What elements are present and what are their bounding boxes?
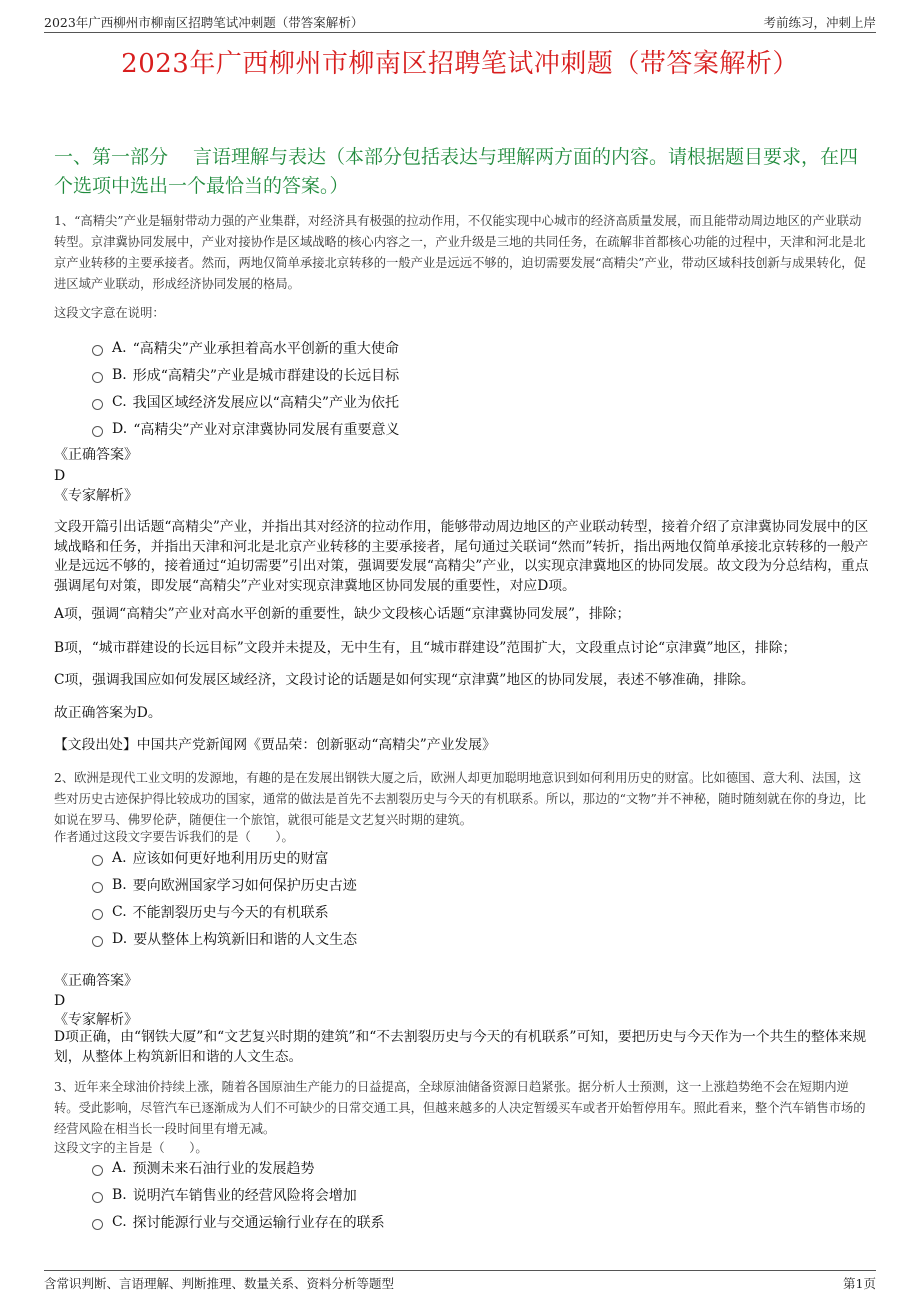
q3-option-c[interactable]: C. 探讨能源行业与交通运输行业存在的联系 <box>92 1208 385 1235</box>
radio-icon[interactable] <box>92 426 103 437</box>
q2-analysis-label: 《专家解析》 <box>54 1012 138 1028</box>
q2-text: 2、欧洲是现代工业文明的发源地，有趣的是在发展出钢铁大厦之后，欧洲人却更加聪明地意识到如何利用历史的财富。比如德国、意大利、法国，这些对历史古迹保护得比较成功的国家，通常的做法是首先不去割裂历史与今天的有机联系。所以，那边的“文物”并不神秘，随时随刻就在你的身边，比如说在罗马、佛罗伦萨，随便住一个旅馆，就很可能是文艺复兴时期的建筑。 <box>54 771 866 827</box>
header-right-text: 考前练习，冲刺上岸 <box>763 15 876 30</box>
q1-answer-label: 《正确答案》 <box>54 447 138 463</box>
page-number: 第1页 <box>843 1276 876 1291</box>
radio-icon[interactable] <box>92 936 103 947</box>
footer-left-text: 含常识判断、言语理解、判断推理、数量关系、资料分析等题型 <box>44 1276 395 1291</box>
page-title: 2023年广西柳州市柳南区招聘笔试冲刺题（带答案解析） <box>121 49 799 79</box>
radio-icon[interactable] <box>92 1165 103 1176</box>
q2-analysis: D项正确，由“钢铁大厦”和“文艺复兴时期的建筑”和“不去割裂历史与今天的有机联系”可知，要把历史与今天作为一个共生的整体来规划，从整体上构筑新旧和谐的人文生态。 <box>54 1029 867 1065</box>
q3-prompt: 这段文字的主旨是（ ）。 <box>54 1141 208 1155</box>
q3-option-a[interactable]: A. 预测未来石油行业的发展趋势 <box>92 1154 385 1181</box>
q1-text: 1、“高精尖”产业是辐射带动力强的产业集群，对经济具有极强的拉动作用，不仅能实现中心城市的经济高质量发展，而且能带动周边地区的产业联动转型。京津冀协同发展中，产业对接协作是区域战略的核心内容之一，产业升级是三地的共同任务，在疏解非首都核心功能的过程中，天津和河北是北京产业转移的主要承接者。然而，两地仅简单承接北京转移的一般产业是远远不够的，迫切需要发展“高精尖”产业，带动区域科技创新与成果转化，促进区域产业联动，形成经济协同发展的格局。 <box>54 214 866 291</box>
q1-option-c[interactable]: C. 我国区域经济发展应以“高精尖”产业为依托 <box>92 388 400 415</box>
q3-options <box>92 1154 385 1235</box>
q1-analysis-label: 《专家解析》 <box>54 488 138 504</box>
q2-options <box>92 844 357 952</box>
q2-answer: D <box>54 993 66 1009</box>
q1-note-b: B项，“城市群建设的长远目标”文段并未提及，无中生有，且“城市群建设”范围扩大，文段重点讨论“京津冀”地区，排除； <box>54 640 797 656</box>
q1-prompt: 这段文字意在说明： <box>54 306 165 320</box>
q2-option-b[interactable]: B. 要向欧洲国家学习如何保护历史古迹 <box>92 871 357 898</box>
q1-option-a[interactable]: A. “高精尖”产业承担着高水平创新的重大使命 <box>92 334 400 361</box>
page-footer <box>44 1270 876 1291</box>
section-heading: 一、第一部分 言语理解与表达（本部分包括表达与理解两方面的内容。请根据题目要求，在四个选项中选出一个最恰当的答案。） <box>54 146 859 197</box>
radio-icon[interactable] <box>92 372 103 383</box>
radio-icon[interactable] <box>92 345 103 356</box>
q3-option-b[interactable]: B. 说明汽车销售业的经营风险将会增加 <box>92 1181 385 1208</box>
q1-source: 【文段出处】中国共产党新闻网《贾品荣：创新驱动“高精尖”产业发展》 <box>54 737 496 753</box>
radio-icon[interactable] <box>92 909 103 920</box>
page-header <box>44 12 876 33</box>
q2-prompt: 作者通过这段文字要告诉我们的是（ ）。 <box>54 830 294 844</box>
radio-icon[interactable] <box>92 1192 103 1203</box>
q1-answer: D <box>54 468 66 484</box>
header-left-text: 2023年广西柳州市柳南区招聘笔试冲刺题（带答案解析） <box>44 15 364 30</box>
q1-option-b[interactable]: B. 形成“高精尖”产业是城市群建设的长远目标 <box>92 361 400 388</box>
q2-option-d[interactable]: D. 要从整体上构筑新旧和谐的人文生态 <box>92 925 357 952</box>
q1-options <box>92 334 400 442</box>
radio-icon[interactable] <box>92 855 103 866</box>
q1-analysis: 文段开篇引出话题“高精尖”产业，并指出其对经济的拉动作用，能够带动周边地区的产业联动转型，接着介绍了京津冀协同发展中的区域战略和任务，并指出天津和河北是北京产业转移的主要承接者，尾句通过关联词“然而”转折，指出两地仅简单承接北京转移的一般产业是远远不够的，接着通过“迫切需要”引出对策，强调要发展“高精尖”产业，以实现京津冀地区的协同发展。故文段为分总结构，重点强调尾句对策，即发展“高精尖”产业对实现京津冀地区协同发展的重要性，对应D项。 <box>54 519 869 594</box>
radio-icon[interactable] <box>92 1219 103 1230</box>
q3-text: 3、近年来全球油价持续上涨，随着各国原油生产能力的日益提高，全球原油储备资源日趋紧张。据分析人士预测，这一上涨趋势绝不会在短期内逆转。受此影响，尽管汽车已逐渐成为人们不可缺少的日常交通工具，但越来越多的人决定暂缓买车或者开始暂停用车。照此看来，整个汽车销售市场的经营风险在相当长一段时间里有增无减。 <box>54 1080 866 1136</box>
q2-answer-label: 《正确答案》 <box>54 973 138 989</box>
q1-note-a: A项，强调“高精尖”产业对高水平创新的重要性，缺少文段核心话题“京津冀协同发展”，排除； <box>54 606 631 622</box>
q1-option-d[interactable]: D. “高精尖”产业对京津冀协同发展有重要意义 <box>92 415 400 442</box>
q1-conclusion: 故正确答案为D。 <box>54 705 162 721</box>
q2-option-a[interactable]: A. 应该如何更好地利用历史的财富 <box>92 844 357 871</box>
q1-note-c: C项，强调我国应如何发展区域经济，文段讨论的话题是如何实现“京津冀”地区的协同发展，表述不够准确，排除。 <box>54 672 755 688</box>
radio-icon[interactable] <box>92 882 103 893</box>
q2-option-c[interactable]: C. 不能割裂历史与今天的有机联系 <box>92 898 357 925</box>
radio-icon[interactable] <box>92 399 103 410</box>
